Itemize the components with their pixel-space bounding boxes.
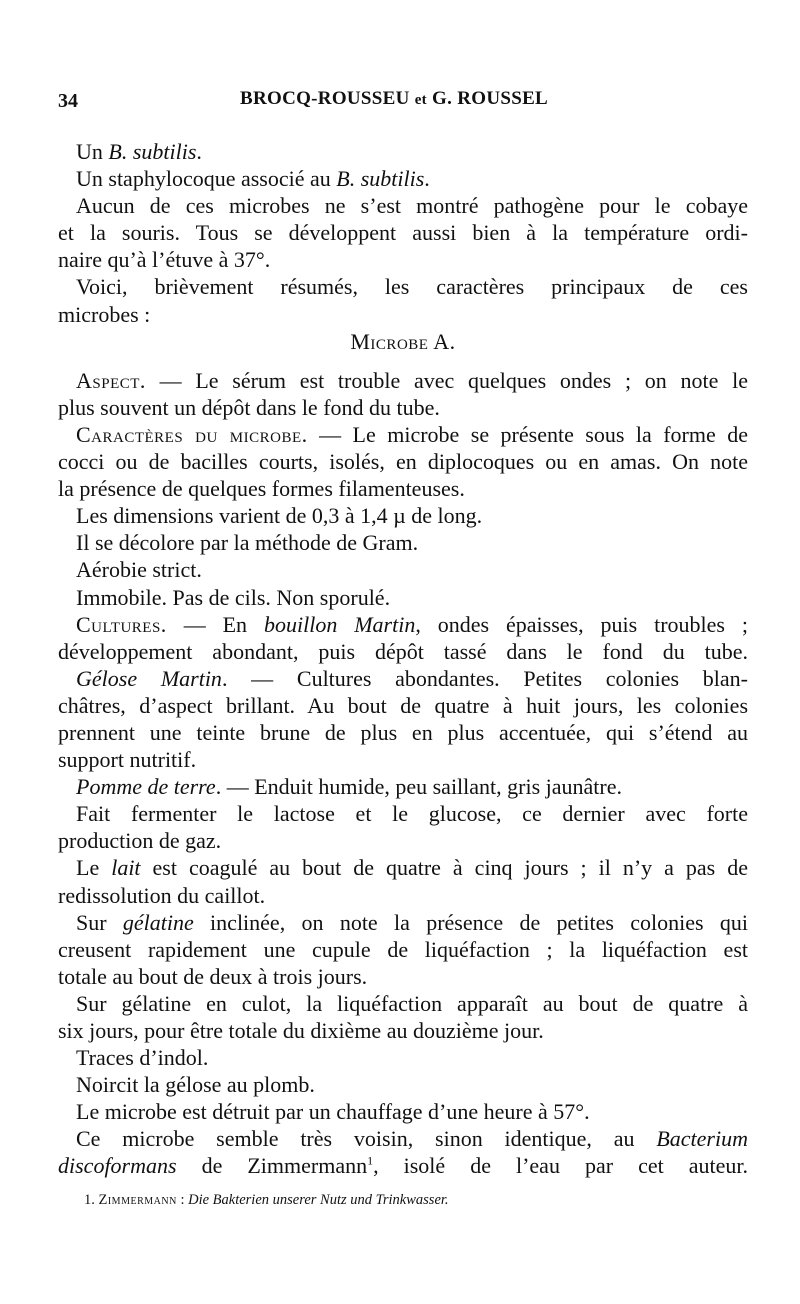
- text-line: cocci ou de bacilles courts, isolés, en diplocoques ou en amas. On note: [58, 449, 748, 475]
- text-line: support nutritif.: [58, 747, 197, 773]
- text-line: Voici, brièvement résumés, les caractères principaux de ces: [76, 274, 748, 300]
- species-name: B. subtilis: [336, 166, 425, 192]
- text-line: Les dimensions varient de 0,3 à 1,4 µ de long.: [76, 503, 483, 529]
- text-line: Ce microbe semble très voisin, sinon identique, au Bacterium: [76, 1126, 748, 1152]
- text-line: Le lait est coagulé au bout de quatre à cinq jours ; il n’y a pas de: [76, 855, 748, 881]
- text-line: Sur gélatine en culot, la liquéfaction apparaît au bout de quatre à: [76, 990, 748, 1016]
- text-line: prennent une teinte brune de plus en plus accentuée, qui s’étend au: [58, 719, 748, 745]
- run-in-heading: Cultures.: [76, 611, 167, 637]
- footnote-marker: 1: [367, 1154, 374, 1169]
- text-line: Sur gélatine inclinée, on note la présence de petites colonies qui: [76, 909, 748, 935]
- footnote: 1. Zimmermann : Die Bakterien unserer Nutz und Trinkwasser.: [84, 1192, 449, 1208]
- running-title: [240, 88, 548, 110]
- text-line: développement abondant, puis dépôt tassé dans le fond du tube.: [58, 638, 748, 664]
- footnote-title: Die Bakterien unserer Nutz und Trinkwasser.: [188, 1192, 449, 1208]
- author-2: G. ROUSSEL: [432, 88, 549, 109]
- text-line: Aucun de ces microbes ne s’est montré pathogène pour le cobaye: [76, 193, 748, 219]
- text-line: Cultures. — En bouillon Martin, ondes épaisses, puis troubles ;: [76, 611, 748, 637]
- text-line: et la souris. Tous se développent aussi bien à la température ordi-: [58, 220, 748, 246]
- text-line: naire qu’à l’étuve à 37°.: [58, 247, 271, 273]
- run-in-heading: Caractères du microbe.: [76, 421, 308, 447]
- page-number: 34: [58, 90, 78, 112]
- text-line: Il se décolore par la méthode de Gram.: [76, 530, 419, 556]
- text-line: Gélose Martin. — Cultures abondantes. Petites colonies blan-: [76, 665, 749, 691]
- text-line: discoformans de Zimmermann$^1$, isolé de l’eau par cet auteur.: [58, 1153, 748, 1179]
- conjunction: et: [414, 92, 427, 108]
- text-line: six jours, pour être totale du dixième au douzième jour.: [58, 1018, 544, 1043]
- text-line: Noircit la gélose au plomb.: [76, 1072, 315, 1098]
- text-line: microbes :: [58, 301, 151, 327]
- text-line: la présence de quelques formes filamenteuses.: [58, 476, 465, 502]
- text-line: Aérobie strict.: [76, 557, 202, 583]
- section-title: Microbe A.: [350, 328, 456, 354]
- text-line: redissolution du caillot.: [58, 882, 266, 908]
- footnote-number: 1.: [84, 1192, 95, 1208]
- species-name: B. subtilis: [108, 139, 197, 164]
- text-line: Traces d’indol.: [76, 1045, 209, 1071]
- text-line: châtres, d’aspect brillant. Au bout de quatre à huit jours, les colonies: [58, 692, 748, 718]
- run-in-heading: Aspect.: [76, 367, 146, 393]
- text-line: totale au bout de deux à trois jours.: [58, 963, 368, 989]
- text-line: Aspect. — Le sérum est trouble avec quelques ondes ; on note le: [76, 367, 748, 393]
- text-line: plus souvent un dépôt dans le fond du tube.: [58, 394, 440, 420]
- text-line: Un staphylocoque associé au B. subtilis.: [76, 166, 430, 192]
- text-line: Le microbe est détruit par un chauffage d’une heure à 57°.: [76, 1099, 590, 1125]
- author-1: BROCQ-ROUSSEU: [240, 88, 410, 109]
- text-line: Caractères du microbe. — Le microbe se présente sous la forme de: [76, 421, 748, 447]
- text-line: Un B. subtilis.: [76, 139, 202, 164]
- text-line: Fait fermenter le lactose et le glucose, ce dernier avec forte: [76, 801, 748, 827]
- text-line: Pomme de terre. — Enduit humide, peu saillant, gris jaunâtre.: [76, 774, 623, 800]
- text-line: creusent rapidement une cupule de liquéfaction ; la liquéfaction est: [58, 936, 748, 962]
- footnote-author: Zimmermann: [98, 1192, 177, 1208]
- text-line: production de gaz.: [58, 828, 222, 854]
- body-text: [58, 138, 748, 1180]
- running-header: [58, 84, 748, 114]
- section-spacer: [58, 355, 748, 367]
- text-line: Immobile. Pas de cils. Non sporulé.: [76, 584, 391, 610]
